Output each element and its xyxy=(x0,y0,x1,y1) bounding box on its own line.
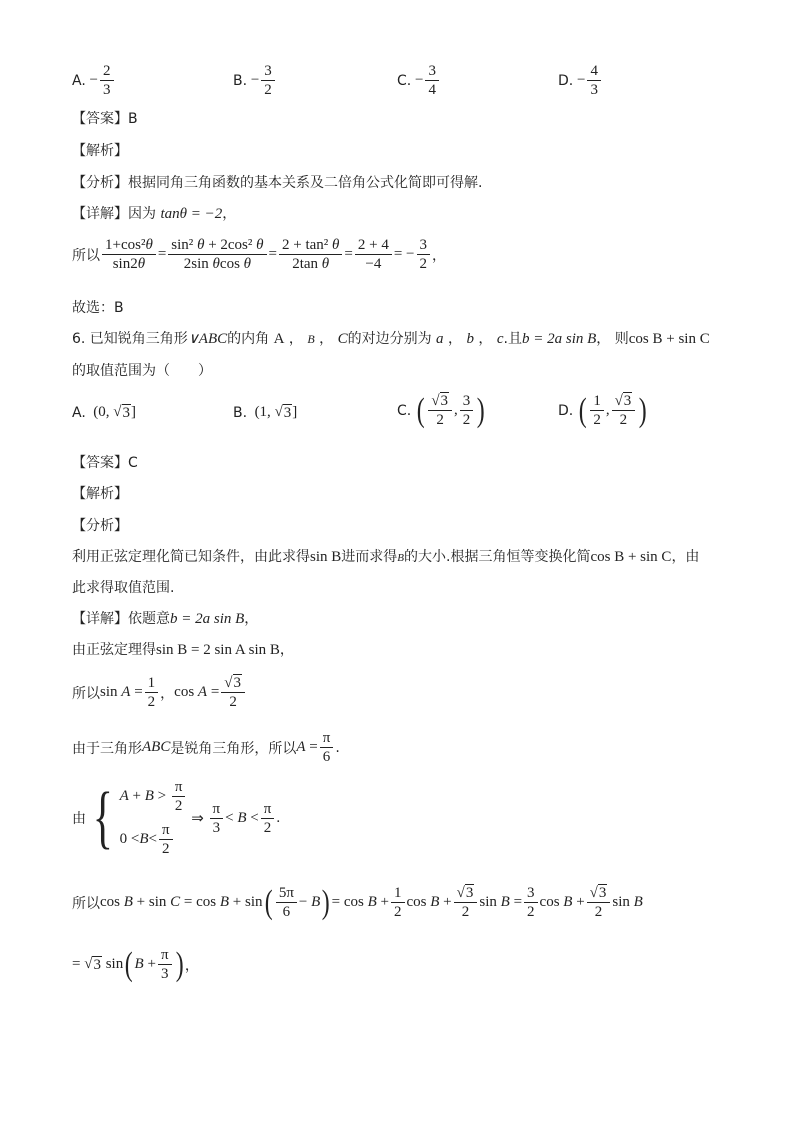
fraction: $\frac{2}{3}$ xyxy=(100,62,114,99)
q6-option-c[interactable]: C. ( √ 3 2 , $\frac{3}{2}$ ) xyxy=(397,391,485,429)
q6-inequality-system: 由 { A + B > $\frac{\pi}{2}$ 0 < B < $\frac{\pi}{2}$ ⇒ $\frac{\pi}{3}$ < B < $\frac{\pi}{2}$ . xyxy=(72,779,281,857)
q5-option-b[interactable]: B. − $\frac{3}{2}$ xyxy=(233,62,277,99)
q6-stem-line2: 的取值范围为（ ） xyxy=(72,363,212,379)
q5-answer: 【答案】B xyxy=(72,111,138,127)
q5-option-c[interactable]: C. − $\frac{3}{4}$ xyxy=(397,62,441,99)
q5-equation: 所以 $\frac{\text{1+cos²θ}}{\sin 2\theta}$ = $\frac{\text{sin² θ + 2cos² θ}}{\text{2sin θcos θ}}$ = $\frac{\text{2 + tan² θ}}{\text{2tan θ}}$ = $\frac{2 + 4}{-4}$ = − $\frac{3}{2}$ ， xyxy=(72,237,447,272)
q6-option-b[interactable]: B. (1, √ 3 ] xyxy=(233,404,298,421)
fraction: $\frac{3}{4}$ xyxy=(425,62,439,99)
q5-analysis-heading: 【解析】 xyxy=(72,143,128,159)
q6-option-d[interactable]: D. ( $\frac{1}{2}$ , √ 3 2 ) xyxy=(558,391,647,429)
q6-fenxi-line2: 此求得取值范围. xyxy=(72,580,175,596)
q6-xiangjie: 【详解】依题意b = 2a sin B， xyxy=(72,611,259,627)
q6-fenxi-line1: 利用正弦定理化简已知条件，由此求得sin B进而求得B的大小.根据三角恒等变换化简cos B + sin C，由 xyxy=(72,549,700,565)
fraction: $\frac{3}{2}$ xyxy=(261,62,275,99)
q6-line-sine-law: 由正弦定理得sin B = 2 sin A sin B， xyxy=(72,642,294,658)
q6-answer: 【答案】C xyxy=(72,455,138,471)
q6-analysis-heading: 【解析】 xyxy=(72,486,128,502)
q5-xiangjie: 【详解】因为 tanθ = −2， xyxy=(72,206,237,222)
q5-option-a[interactable]: A. − $\frac{2}{3}$ xyxy=(72,62,116,99)
q5-option-d[interactable]: D. − $\frac{4}{3}$ xyxy=(558,62,603,99)
q6-derivation-line2: = √ 3 sin ( B + $\frac{\pi}{3}$ ) ， xyxy=(72,945,199,983)
q5-final-choice: 故选：B xyxy=(72,300,124,316)
fraction: $\frac{4}{3}$ xyxy=(587,62,601,99)
q6-line-sinA: 所以 sin A = $\frac{1}{2}$ ， cos A = √ 3 2 xyxy=(72,674,247,711)
q6-stem-line1: 6. 已知锐角三角形∨ABC的内角 A ， B ， C的对边分别为 a ， b ， c.且b = 2a sin B， 则cos B + sin C xyxy=(72,331,710,347)
q6-option-a[interactable]: A. (0, √ 3 ] xyxy=(72,404,137,421)
q6-line-acute: 由于三角形 ABC 是锐角三角形，所以 A = $\frac{\pi}{6}$ . xyxy=(72,730,340,765)
q6-derivation-line1: 所以 cos B + sin C = cos B + sin ( $\frac{5\pi}{6}$ − B ) = cos B + $\frac{1}{2}$ cos B + √ 3 2 sin B = $\frac{3}{2}$ cos B + √ 3 2 sin B xyxy=(72,883,643,921)
q5-fenxi: 【分析】根据同角三角函数的基本关系及二倍角公式化简即可得解. xyxy=(72,175,483,191)
q6-fenxi-heading: 【分析】 xyxy=(72,518,128,534)
